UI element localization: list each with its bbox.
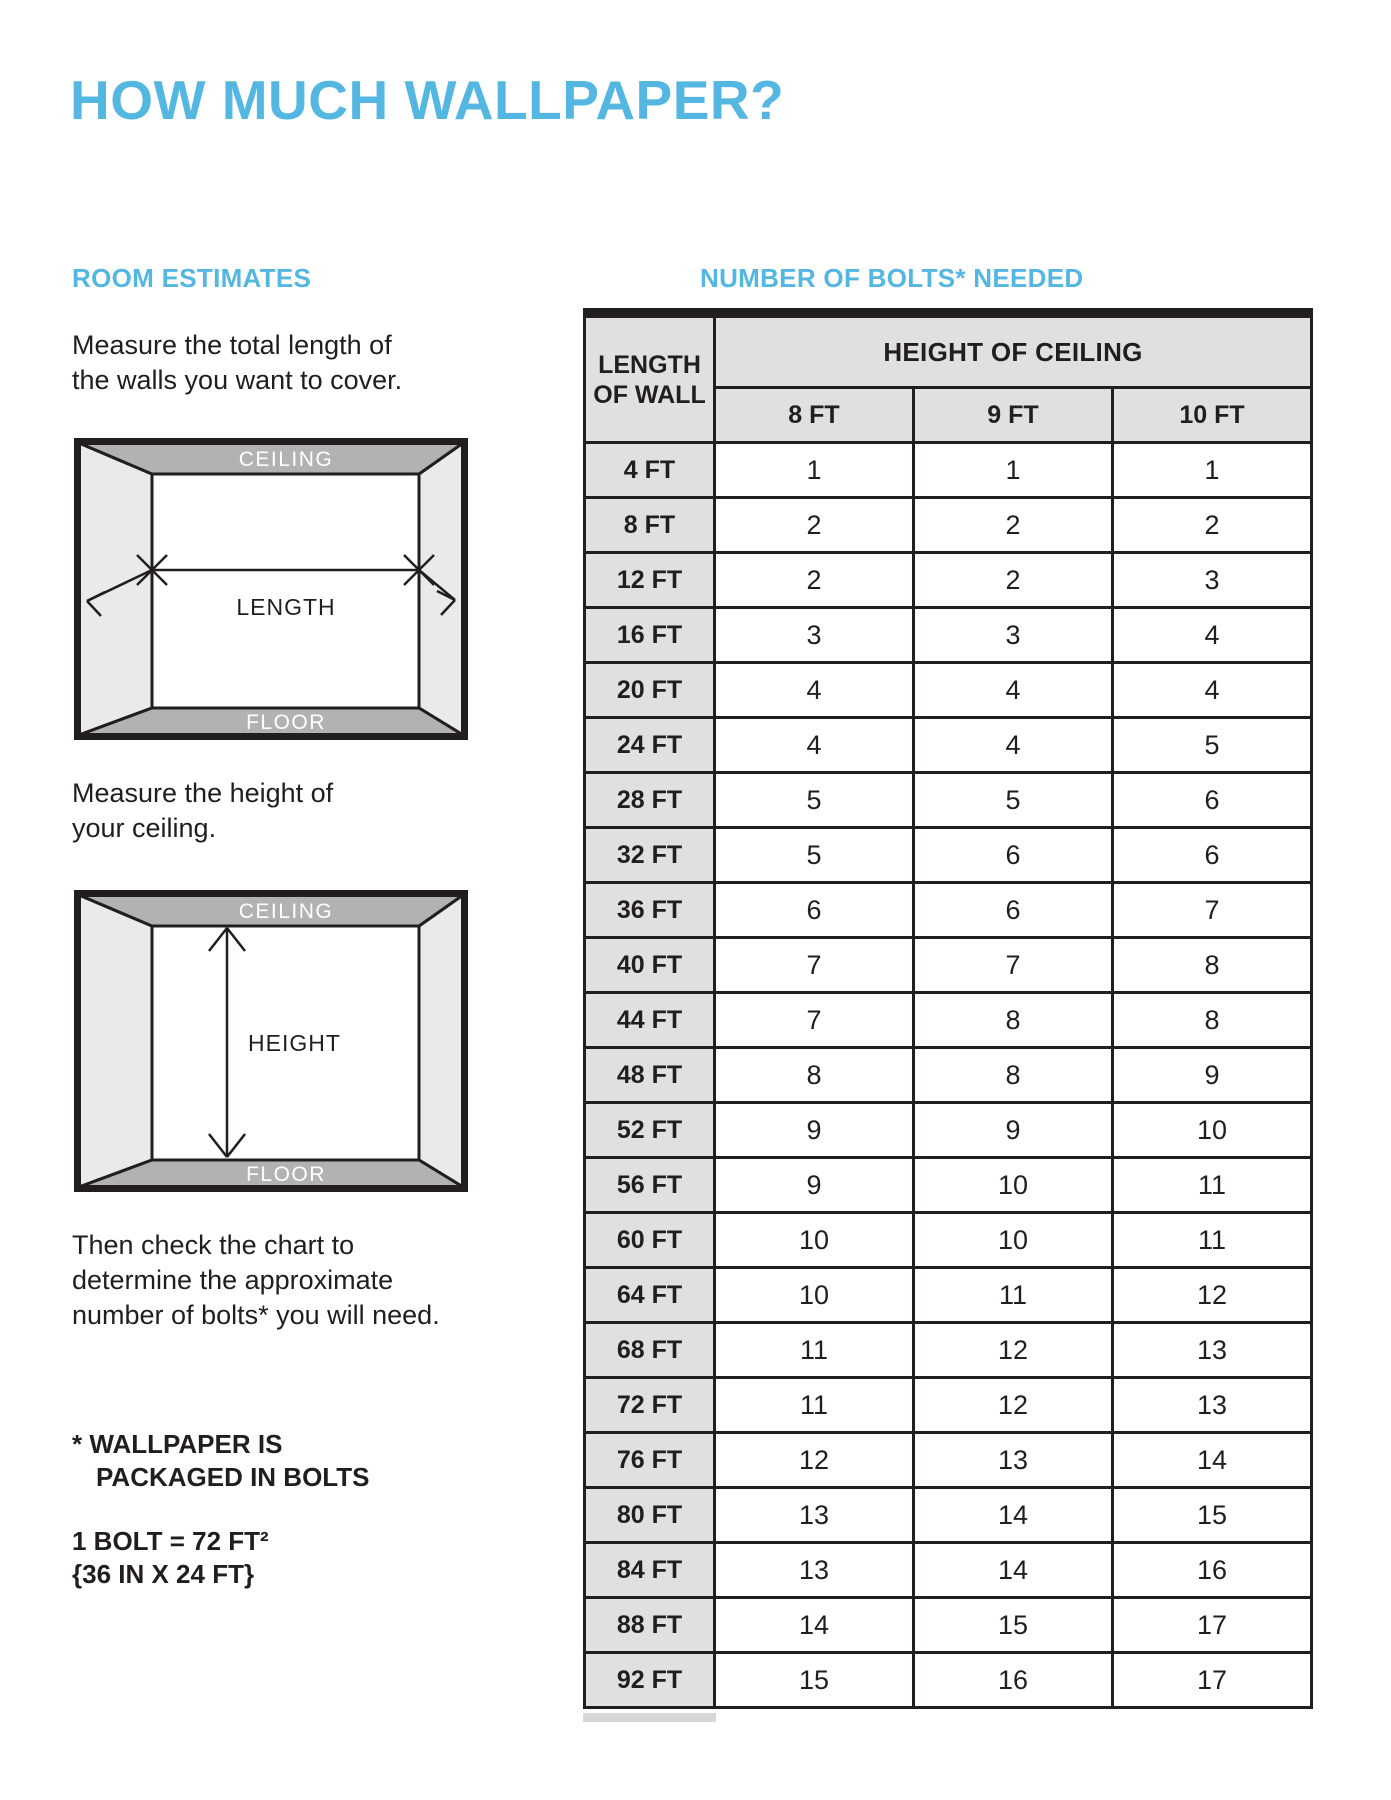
instruction-measure-height xyxy=(72,776,333,846)
wall-length-cell: 64 FT xyxy=(585,1268,715,1323)
bolts-value-cell: 8 xyxy=(1113,938,1312,993)
wall-length-cell: 16 FT xyxy=(585,608,715,663)
bolts-value-cell: 11 xyxy=(715,1323,914,1378)
length-label: LENGTH xyxy=(236,594,336,620)
bolts-value-cell: 12 xyxy=(914,1378,1113,1433)
wall-length-cell: 24 FT xyxy=(585,718,715,773)
table-row xyxy=(585,1268,1312,1323)
table-row xyxy=(585,608,1312,663)
text-line: your ceiling. xyxy=(72,813,217,843)
bolts-value-cell: 11 xyxy=(914,1268,1113,1323)
bolts-value-cell: 11 xyxy=(1113,1158,1312,1213)
bolts-value-cell: 7 xyxy=(914,938,1113,993)
wall-length-cell: 60 FT xyxy=(585,1213,715,1268)
bolts-value-cell: 13 xyxy=(715,1543,914,1598)
left-wall xyxy=(79,443,152,735)
table-row xyxy=(585,1653,1312,1708)
table-row xyxy=(585,828,1312,883)
wall-length-cell: 20 FT xyxy=(585,663,715,718)
wall-length-cell: 72 FT xyxy=(585,1378,715,1433)
text-line: Measure the height of xyxy=(72,778,334,808)
text-line: * WALLPAPER IS xyxy=(72,1429,283,1459)
bolts-value-cell: 14 xyxy=(914,1543,1113,1598)
bolts-value-cell: 5 xyxy=(914,773,1113,828)
bolts-value-cell: 6 xyxy=(1113,828,1312,883)
text-line: 1 BOLT = 72 FT² xyxy=(72,1526,269,1556)
bolts-value-cell: 7 xyxy=(715,993,914,1048)
floor-label: FLOOR xyxy=(246,1163,326,1186)
wall-length-cell: 92 FT xyxy=(585,1653,715,1708)
table-row xyxy=(585,1433,1312,1488)
wall-length-cell: 8 FT xyxy=(585,498,715,553)
text-line: {36 IN X 24 FT} xyxy=(72,1559,255,1589)
bolts-value-cell: 13 xyxy=(715,1488,914,1543)
wall-length-cell: 88 FT xyxy=(585,1598,715,1653)
table-row xyxy=(585,443,1312,498)
bolts-value-cell: 6 xyxy=(715,883,914,938)
floor-label: FLOOR xyxy=(246,711,326,734)
bolts-value-cell: 14 xyxy=(1113,1433,1312,1488)
bolts-value-cell: 3 xyxy=(715,608,914,663)
bolts-value-cell: 12 xyxy=(914,1323,1113,1378)
table-row xyxy=(585,553,1312,608)
bolts-value-cell: 16 xyxy=(914,1653,1113,1708)
table-row xyxy=(585,883,1312,938)
bolts-value-cell: 4 xyxy=(914,718,1113,773)
bolts-value-cell: 10 xyxy=(914,1158,1113,1213)
bolts-value-cell: 3 xyxy=(914,608,1113,663)
bolts-value-cell: 4 xyxy=(715,663,914,718)
bolts-value-cell: 3 xyxy=(1113,553,1312,608)
table-row xyxy=(585,1103,1312,1158)
bolts-value-cell: 13 xyxy=(1113,1378,1312,1433)
ceiling-height-column-header: 9 FT xyxy=(914,388,1113,443)
table-row xyxy=(585,1598,1312,1653)
bolts-value-cell: 14 xyxy=(715,1598,914,1653)
room-estimates-heading: ROOM ESTIMATES xyxy=(72,263,312,293)
bolts-needed-heading: NUMBER OF BOLTS* NEEDED xyxy=(700,263,1084,293)
table-row xyxy=(585,1158,1312,1213)
bolts-value-cell: 12 xyxy=(715,1433,914,1488)
table-row xyxy=(585,1378,1312,1433)
bolt-size-definition xyxy=(72,1525,269,1591)
wall-length-cell: 84 FT xyxy=(585,1543,715,1598)
table-row xyxy=(585,1213,1312,1268)
bolts-value-cell: 7 xyxy=(1113,883,1312,938)
table-row xyxy=(585,1048,1312,1103)
table-row xyxy=(585,718,1312,773)
bolts-value-cell: 4 xyxy=(914,663,1113,718)
bolts-value-cell: 11 xyxy=(1113,1213,1312,1268)
bolts-value-cell: 6 xyxy=(914,883,1113,938)
length-of-wall-header: LENGTH OF WALL xyxy=(585,313,715,443)
bolts-value-cell: 14 xyxy=(914,1488,1113,1543)
room-length-diagram-svg xyxy=(74,438,468,740)
ceiling-label: CEILING xyxy=(238,448,334,471)
wall-length-cell: 4 FT xyxy=(585,443,715,498)
bolts-value-cell: 9 xyxy=(715,1158,914,1213)
bolts-value-cell: 17 xyxy=(1113,1598,1312,1653)
room-length-diagram xyxy=(74,438,468,745)
bolts-value-cell: 15 xyxy=(1113,1488,1312,1543)
bolts-value-cell: 13 xyxy=(1113,1323,1312,1378)
wall-length-cell: 28 FT xyxy=(585,773,715,828)
bolts-value-cell: 4 xyxy=(715,718,914,773)
wall-length-cell: 76 FT xyxy=(585,1433,715,1488)
wall-length-cell: 44 FT xyxy=(585,993,715,1048)
bolts-value-cell: 2 xyxy=(914,553,1113,608)
bolts-value-cell: 10 xyxy=(715,1213,914,1268)
bolts-value-cell: 5 xyxy=(1113,718,1312,773)
bolts-value-cell: 11 xyxy=(715,1378,914,1433)
page-title: HOW MUCH WALLPAPER? xyxy=(70,69,785,131)
bolts-value-cell: 15 xyxy=(914,1598,1113,1653)
bolts-value-cell: 6 xyxy=(1113,773,1312,828)
table-row xyxy=(585,1488,1312,1543)
bolts-value-cell: 6 xyxy=(914,828,1113,883)
right-wall xyxy=(419,895,463,1187)
bolts-value-cell: 2 xyxy=(715,553,914,608)
wall-length-cell: 56 FT xyxy=(585,1158,715,1213)
table-row xyxy=(585,1323,1312,1378)
wall-length-cell: 12 FT xyxy=(585,553,715,608)
table-row xyxy=(585,938,1312,993)
instruction-measure-length xyxy=(72,328,402,398)
bolts-value-cell: 4 xyxy=(1113,608,1312,663)
table-header-row xyxy=(585,313,1312,388)
height-of-ceiling-header: HEIGHT OF CEILING xyxy=(715,313,1312,388)
bolts-value-cell: 5 xyxy=(715,828,914,883)
wall-length-cell: 40 FT xyxy=(585,938,715,993)
wall-length-cell: 32 FT xyxy=(585,828,715,883)
room-height-diagram xyxy=(74,890,468,1197)
bolts-value-cell: 12 xyxy=(1113,1268,1312,1323)
bolts-value-cell: 17 xyxy=(1113,1653,1312,1708)
bolts-value-cell: 10 xyxy=(715,1268,914,1323)
bolts-value-cell: 8 xyxy=(914,1048,1113,1103)
wall-length-cell: 36 FT xyxy=(585,883,715,938)
table-row xyxy=(585,1543,1312,1598)
ceiling-height-column-header: 8 FT xyxy=(715,388,914,443)
bolts-value-cell: 9 xyxy=(715,1103,914,1158)
bolts-value-cell: 10 xyxy=(914,1213,1113,1268)
bolts-value-cell: 9 xyxy=(914,1103,1113,1158)
bolts-value-cell: 1 xyxy=(1113,443,1312,498)
wallpaper-bolts-footnote xyxy=(72,1428,369,1494)
bolts-value-cell: 1 xyxy=(914,443,1113,498)
text-line: Then check the chart to xyxy=(72,1230,355,1260)
table-bottom-shadow-slab xyxy=(583,1713,716,1722)
ceiling-height-column-header: 10 FT xyxy=(1113,388,1312,443)
text-line: number of bolts* you will need. xyxy=(72,1300,440,1330)
bolts-value-cell: 2 xyxy=(715,498,914,553)
text-line: determine the approximate xyxy=(72,1265,394,1295)
back-wall xyxy=(152,474,419,708)
left-wall xyxy=(79,895,152,1187)
bolts-value-cell: 8 xyxy=(914,993,1113,1048)
height-label: HEIGHT xyxy=(248,1030,341,1056)
bolts-value-cell: 10 xyxy=(1113,1103,1312,1158)
instruction-check-chart xyxy=(72,1228,440,1333)
text-line: Measure the total length of xyxy=(72,330,392,360)
bolts-value-cell: 13 xyxy=(914,1433,1113,1488)
bolts-value-cell: 16 xyxy=(1113,1543,1312,1598)
wall-length-cell: 80 FT xyxy=(585,1488,715,1543)
ceiling-label: CEILING xyxy=(238,900,334,923)
table-row xyxy=(585,663,1312,718)
bolts-value-cell: 15 xyxy=(715,1653,914,1708)
bolts-value-cell: 8 xyxy=(1113,993,1312,1048)
wall-length-cell: 48 FT xyxy=(585,1048,715,1103)
bolts-needed-table-wrap xyxy=(583,308,1311,1709)
bolts-value-cell: 2 xyxy=(1113,498,1312,553)
bolts-value-cell: 9 xyxy=(1113,1048,1312,1103)
bolts-value-cell: 7 xyxy=(715,938,914,993)
table-row xyxy=(585,993,1312,1048)
room-walls xyxy=(79,443,463,735)
text-line: the walls you want to cover. xyxy=(72,365,403,395)
bolts-value-cell: 4 xyxy=(1113,663,1312,718)
bolts-value-cell: 5 xyxy=(715,773,914,828)
wall-length-cell: 68 FT xyxy=(585,1323,715,1378)
bolts-value-cell: 1 xyxy=(715,443,914,498)
bolts-value-cell: 2 xyxy=(914,498,1113,553)
table-row xyxy=(585,498,1312,553)
room-height-diagram-svg xyxy=(74,890,468,1192)
text-line: PACKAGED IN BOLTS xyxy=(96,1462,370,1492)
wall-length-cell: 52 FT xyxy=(585,1103,715,1158)
table-row xyxy=(585,773,1312,828)
bolts-needed-table xyxy=(583,308,1313,1709)
bolts-value-cell: 8 xyxy=(715,1048,914,1103)
